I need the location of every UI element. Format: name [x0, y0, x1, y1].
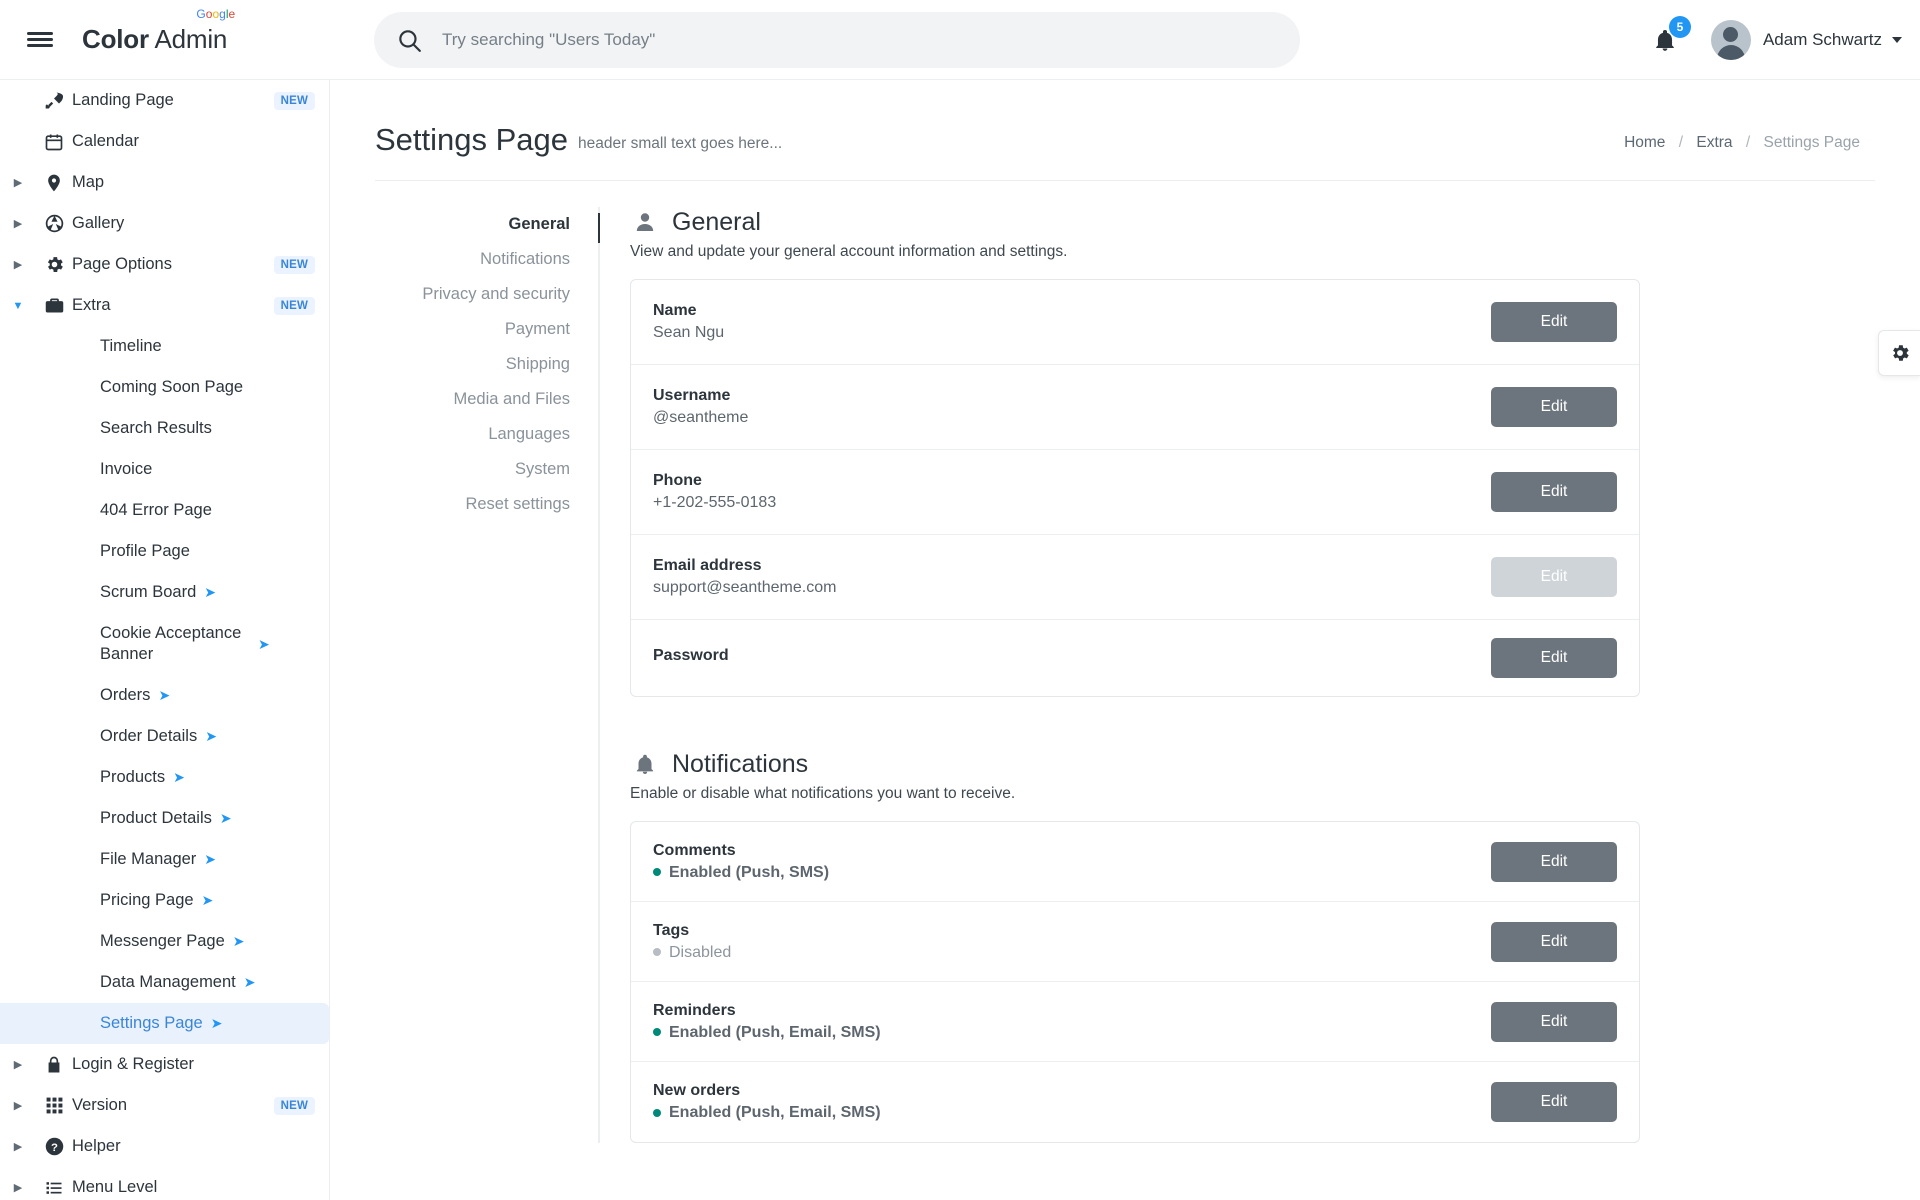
row-value: Sean Ngu — [653, 324, 725, 341]
sidebar-sub-label: Data Management — [100, 972, 236, 991]
sidebar-sub-label: Cookie Acceptance Banner — [100, 623, 242, 663]
settings-nav-reset-settings[interactable]: Reset settings — [465, 495, 570, 513]
sidebar-sub-label: 404 Error Page — [100, 500, 212, 519]
row-label: Reminders — [653, 1001, 736, 1019]
edit-comments-button[interactable]: Edit — [1491, 842, 1617, 882]
search-input[interactable] — [440, 29, 1278, 51]
status-badge: Enabled (Push, Email, SMS) — [669, 1104, 881, 1121]
user-name[interactable]: Adam Schwartz — [1762, 30, 1882, 49]
row-label: Comments — [653, 841, 736, 859]
search-bar[interactable] — [374, 12, 1300, 68]
sidebar-sub-label: Invoice — [100, 459, 153, 478]
header-divider — [375, 180, 1875, 181]
sidebar[interactable] — [0, 80, 330, 1200]
chevron-down-icon: ▼ — [12, 299, 24, 312]
settings-nav-shipping[interactable]: Shipping — [505, 355, 570, 373]
paper-plane-icon: ➤ — [201, 892, 214, 909]
status-dot — [653, 1028, 661, 1036]
sidebar-item-map[interactable] — [0, 162, 329, 203]
general-title: General — [672, 207, 761, 236]
notifications-title: Notifications — [672, 749, 809, 778]
map-pin-icon — [36, 173, 72, 193]
edit-password-button[interactable]: Edit — [1491, 638, 1617, 678]
chevron-right-icon: ▶ — [13, 1100, 23, 1112]
edit-new-orders-button[interactable]: Edit — [1491, 1082, 1617, 1122]
top-bar-right — [1637, 0, 1902, 80]
status-badge: Enabled (Push, SMS) — [669, 863, 830, 881]
sidebar-item-orders[interactable] — [0, 675, 329, 716]
lock-icon — [36, 1055, 72, 1075]
brand-name-light: Admin — [148, 24, 228, 54]
settings-nav-payment[interactable]: Payment — [504, 320, 570, 338]
chevron-right-icon: ▶ — [13, 1141, 23, 1153]
sidebar-sub-label: Product Details — [100, 808, 212, 827]
sidebar-item-file-manager[interactable] — [0, 839, 329, 880]
sidebar-item-label: Calendar — [72, 132, 139, 150]
rocket-icon — [36, 91, 72, 111]
sidebar-item-menu-level[interactable] — [0, 1167, 329, 1200]
sidebar-item-scrum-board[interactable] — [0, 572, 329, 613]
sidebar-item-extra[interactable] — [0, 285, 329, 326]
sidebar-item-timeline[interactable] — [0, 326, 329, 367]
settings-nav-languages[interactable]: Languages — [488, 425, 570, 443]
paper-plane-icon: ➤ — [219, 810, 232, 827]
sidebar-item-label: Landing Page — [72, 91, 174, 109]
sidebar-item-products[interactable] — [0, 757, 329, 798]
paper-plane-icon: ➤ — [204, 584, 217, 601]
row-label: Password — [653, 647, 729, 664]
edit-phone-button[interactable]: Edit — [1491, 472, 1617, 512]
top-bar — [0, 0, 1920, 80]
sidebar-item-order-details[interactable] — [0, 716, 329, 757]
badge-new: NEW — [274, 256, 315, 274]
page-title: Settings Page — [375, 122, 569, 157]
settings-nav-privacy-and-security[interactable]: Privacy and security — [422, 285, 570, 303]
row-label: Tags — [653, 921, 690, 939]
breadcrumb-home[interactable]: Home — [1624, 134, 1666, 151]
status-badge: Enabled (Push, Email, SMS) — [669, 1023, 881, 1041]
sidebar-sub-label: Settings Page — [100, 1013, 203, 1032]
status-dot — [653, 868, 661, 876]
sidebar-item-product-details[interactable] — [0, 798, 329, 839]
brand-logo[interactable] — [82, 7, 236, 55]
table-row — [631, 982, 1639, 1062]
sidebar-item-login-register[interactable] — [0, 1044, 329, 1085]
paper-plane-icon: ➤ — [158, 687, 171, 704]
settings-nav-media-and-files[interactable]: Media and Files — [453, 390, 570, 408]
grid-icon — [36, 1096, 72, 1115]
notifications-description: Enable or disable what notifications you want to receive. — [630, 785, 1016, 802]
sidebar-item-label: Page Options — [72, 255, 172, 273]
chevron-right-icon: ▶ — [13, 177, 23, 189]
page-header — [330, 80, 1920, 158]
row-label: Email address — [653, 557, 762, 574]
paper-plane-icon: ➤ — [258, 635, 270, 652]
chevron-right-icon: ▶ — [13, 1059, 23, 1071]
svg-text:?: ? — [50, 1141, 58, 1154]
sidebar-sub-label: Products — [100, 767, 166, 786]
sidebar-item-label: Gallery — [72, 214, 125, 232]
edit-email-button: Edit — [1491, 557, 1617, 597]
sidebar-item-label: Menu Level — [72, 1178, 158, 1196]
settings-side-nav[interactable] — [375, 207, 600, 1143]
row-label: New orders — [653, 1082, 741, 1099]
sidebar-sub-label: Coming Soon Page — [100, 377, 244, 396]
sidebar-item-version[interactable] — [0, 1085, 329, 1126]
table-row — [631, 1062, 1639, 1142]
row-label: Name — [653, 302, 697, 319]
general-card — [630, 279, 1640, 697]
table-row — [631, 620, 1639, 696]
camera-icon — [36, 213, 72, 234]
breadcrumb-extra[interactable]: Extra — [1696, 134, 1733, 151]
table-row — [631, 822, 1639, 902]
paper-plane-icon: ➤ — [243, 974, 256, 991]
status-dot — [653, 1109, 661, 1117]
chevron-right-icon: ▶ — [13, 218, 23, 230]
sidebar-item-gallery[interactable] — [0, 203, 329, 244]
edit-reminders-button[interactable]: Edit — [1491, 1002, 1617, 1042]
active-indicator — [598, 213, 600, 243]
calendar-icon — [36, 132, 72, 152]
chevron-right-icon: ▶ — [13, 1182, 23, 1194]
general-section-header — [630, 207, 1640, 237]
paper-plane-icon: ➤ — [210, 1015, 223, 1032]
sidebar-item-label: Map — [72, 173, 105, 191]
badge-new: NEW — [274, 92, 315, 110]
notifications-section-header — [630, 749, 1640, 779]
edit-tags-button[interactable]: Edit — [1491, 922, 1617, 962]
table-row — [631, 280, 1639, 365]
paper-plane-icon: ➤ — [173, 769, 185, 786]
sidebar-item-invoice[interactable] — [0, 449, 329, 490]
sidebar-item-calendar[interactable] — [0, 121, 329, 162]
sidebar-item-profile-page[interactable] — [0, 531, 329, 572]
sidebar-item-coming-soon-page[interactable] — [0, 367, 329, 408]
chevron-right-icon: ▶ — [13, 259, 23, 271]
bell-icon — [630, 749, 660, 779]
table-row — [631, 450, 1639, 535]
sidebar-item-messenger-page[interactable] — [0, 921, 329, 962]
status-badge: Disabled — [669, 943, 732, 961]
list-icon — [36, 1178, 72, 1198]
sidebar-sub-label: File Manager — [100, 849, 197, 868]
row-value: support@seantheme.com — [653, 579, 837, 596]
notifications-button[interactable] — [1637, 12, 1693, 68]
edit-username-button[interactable]: Edit — [1491, 387, 1617, 427]
sidebar-sub-label: Profile Page — [100, 541, 190, 560]
hamburger-icon[interactable] — [0, 0, 80, 80]
sidebar-sub-label: Order Details — [100, 726, 198, 745]
avatar[interactable] — [1711, 20, 1751, 60]
settings-nav-general[interactable]: General — [508, 215, 570, 233]
gear-icon — [1889, 342, 1911, 364]
status-dot — [653, 948, 661, 956]
sidebar-sub-label: Timeline — [100, 336, 162, 355]
sidebar-item-data-management[interactable] — [0, 962, 329, 1003]
sidebar-item-label: Login & Register — [72, 1055, 194, 1073]
page-subtitle: header small text goes here... — [578, 135, 783, 152]
settings-nav-notifications[interactable]: Notifications — [480, 250, 570, 268]
brand-name-bold: Color — [82, 24, 149, 54]
sidebar-item-pricing-page[interactable] — [0, 880, 329, 921]
sidebar-item-landing-page[interactable] — [0, 80, 329, 121]
row-value: @seantheme — [653, 409, 749, 426]
paper-plane-icon: ➤ — [205, 728, 217, 745]
theme-panel-toggle[interactable] — [1878, 330, 1920, 376]
breadcrumb-current: Settings Page — [1763, 134, 1860, 151]
sidebar-item-page-options[interactable] — [0, 244, 329, 285]
table-row — [631, 535, 1639, 620]
settings-content — [330, 207, 1920, 1143]
row-label: Phone — [653, 472, 702, 489]
row-value: +1-202-555-0183 — [653, 494, 777, 511]
paper-plane-icon: ➤ — [232, 933, 245, 950]
notification-badge: 5 — [1669, 16, 1691, 38]
sidebar-sub-label: Search Results — [100, 418, 212, 437]
edit-name-button[interactable]: Edit — [1491, 302, 1617, 342]
table-row — [631, 902, 1639, 982]
main-content — [330, 80, 1920, 1200]
general-description: View and update your general account information and settings. — [630, 243, 1068, 260]
row-label: Username — [653, 387, 731, 404]
sidebar-item-404-error-page[interactable] — [0, 490, 329, 531]
settings-nav-system[interactable]: System — [514, 460, 570, 478]
sidebar-item-helper[interactable] — [0, 1126, 329, 1167]
sidebar-sub-label: Pricing Page — [100, 890, 194, 909]
notifications-card — [630, 821, 1640, 1143]
sidebar-sub-label: Messenger Page — [100, 931, 225, 950]
briefcase-icon — [36, 295, 72, 316]
sidebar-item-settings-page[interactable] — [0, 1003, 329, 1044]
chevron-down-icon[interactable] — [1892, 37, 1902, 43]
table-row — [631, 365, 1639, 450]
sidebar-sub-label: Orders — [100, 685, 151, 704]
sidebar-item-label: Helper — [72, 1137, 121, 1155]
badge-new: NEW — [274, 297, 315, 315]
person-icon — [630, 207, 660, 237]
sidebar-item-label: Version — [72, 1096, 128, 1114]
sidebar-sub-label: Scrum Board — [100, 582, 197, 601]
sidebar-item-search-results[interactable] — [0, 408, 329, 449]
breadcrumb: Home / Extra / Settings Page — [1624, 134, 1860, 151]
search-icon — [396, 27, 422, 53]
google-wordmark: Google — [196, 7, 236, 21]
paper-plane-icon: ➤ — [204, 851, 217, 868]
sidebar-item-label: Extra — [72, 296, 111, 314]
sidebar-item-cookie-acceptance-banner[interactable] — [0, 613, 329, 675]
gear-icon — [36, 254, 72, 275]
badge-new: NEW — [274, 1097, 315, 1115]
settings-panel — [600, 207, 1640, 1143]
question-icon — [36, 1136, 72, 1157]
